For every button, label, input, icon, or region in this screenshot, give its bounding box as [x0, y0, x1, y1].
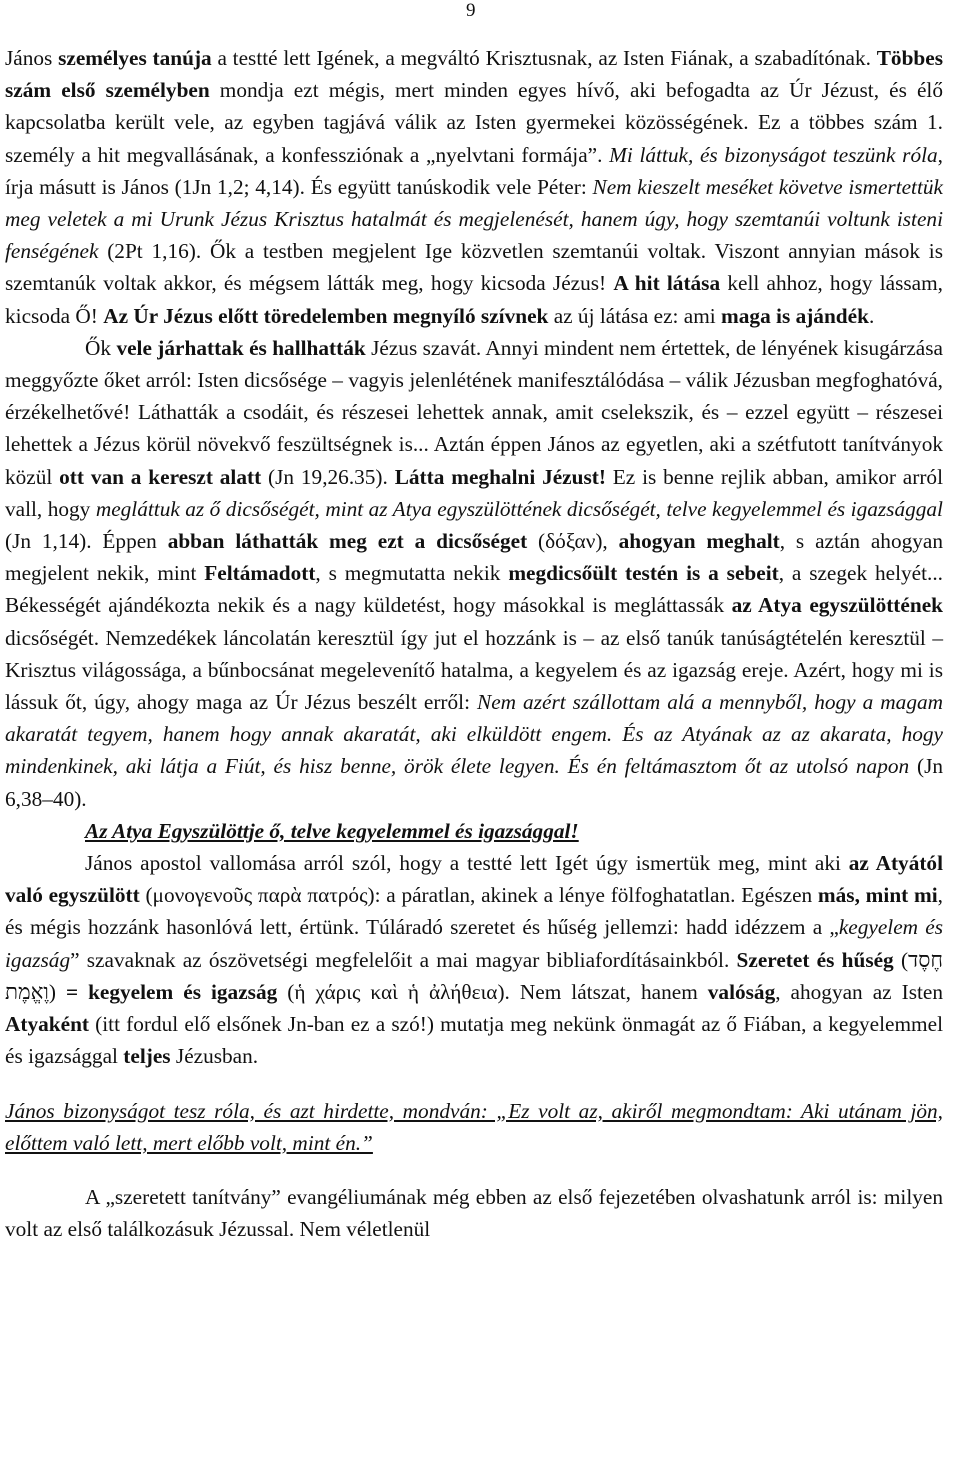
- text-run: Jézusban.: [170, 1044, 259, 1069]
- text-run: János bizonyságot tesz róla, és azt hirdette, mondván: „Ez volt az, akiről megmondtam: Aki utánam jön, előttem való lett, mert előbb volt, mint én.”: [5, 1098, 943, 1155]
- bold-run: Látta meghalni Jézust!: [394, 464, 606, 489]
- bold-run: Többes szám első személyben: [5, 46, 944, 103]
- bold-run: más, mint mi: [817, 883, 938, 908]
- text-run: A „szeretett tanítvány” evangéliumának még ebben az első fejezetében olvashatunk arról is: milyen volt az első találkozásuk Jézussal. Nem véletlenül: [5, 1184, 943, 1242]
- text-run: a testté lett Igének, a megváltó Krisztusnak, az Isten Fiának, a szabadítónak.: [211, 46, 877, 70]
- italic-run: kegyelem és igazság: [5, 915, 943, 972]
- bold-run: személyes tanúja: [58, 46, 212, 70]
- bold-run: A hit látása: [613, 271, 721, 296]
- spacer: [5, 1073, 943, 1095]
- paragraph-glory: [5, 332, 943, 815]
- spacer: [5, 1159, 943, 1181]
- bold-run: abban láthatták meg ezt a dicsőséget: [167, 529, 528, 554]
- bold-run: vele járhattak és hallhatták: [116, 335, 366, 360]
- text-run: kell ahhoz, hogy lássam, kicsoda Ő!: [5, 271, 944, 328]
- italic-run: Mi láttuk, és bizonyságot teszünk róla: [609, 142, 938, 167]
- text-run: (2Pt 1,16). Ők a testben megjelent Ige közvetlen szemtanúi voltak. Viszont annyian mások is szemtanúk voltak akkor, és mégsem látták meg, hogy kicsoda Jézus!: [5, 239, 943, 296]
- text-run: , s megmutatta nekik: [315, 561, 509, 586]
- document-body: [5, 42, 943, 1245]
- underlined-run: Az Atya Egyszülöttje ő, telve kegyelemmel és igazsággal!: [85, 818, 579, 843]
- bold-run: ahogyan meghalt: [618, 529, 780, 554]
- paragraph-beloved-disciple: [5, 1181, 943, 1245]
- text-run: (חֶסֶד וֶאֱמֶת): [5, 947, 944, 1004]
- text-run: (μονογενοῦς παρὰ πατρός): a páratlan, akinek a lénye fölfoghatatlan. Egészen: [139, 883, 818, 908]
- text-run: (Jn 19,26.35).: [261, 464, 395, 489]
- text-run: az új látása ez: ami: [548, 303, 722, 328]
- text-run: , írja másutt is János (1Jn 1,2; 4,14). És együtt tanúskodik vele Péter:: [5, 142, 943, 199]
- bold-run: megdicsőült testén is a sebeit: [508, 561, 779, 586]
- bold-run: Szeretet és hűség: [736, 947, 894, 972]
- italic-run: megláttuk az ő dicsőségét, mint az Atya egyszülöttének dicsőségét, telve kegyelemmel és igazsággal: [95, 496, 943, 521]
- text-run: (ἡ χάρις καὶ ἡ ἀλήθεια). Nem látszat, hanem: [277, 979, 708, 1004]
- paragraph-only-begotten: [5, 847, 943, 1072]
- paragraph-witness: [5, 42, 943, 332]
- bold-run: = kegyelem és igazság: [65, 979, 278, 1004]
- text-run: (Jn 6,38–40).: [5, 754, 944, 811]
- text-run: Ők: [85, 335, 117, 360]
- bold-run: teljes: [123, 1044, 171, 1069]
- bold-run: Atyaként: [5, 1012, 90, 1037]
- text-run: mondja ezt mégis, mert minden egyes hívő, aki befogadta az Úr Jézust, és élő kapcsolatba került vele, az egyben tagjává válik az Isten gyermekei közösségének. Ez a többes szám 1. személy a hit megvallásának, a konfessziónak a „nyelvtani formája”.: [5, 78, 943, 167]
- text-run: , és mégis hozzánk hasonlóvá lett, értünk. Túláradó szeretet és hűség jellemzi: hadd idézzem a „: [5, 883, 943, 940]
- bold-run: az Atyától való egyszülött: [5, 851, 943, 908]
- italic-run: Nem kieszelt meséket követve ismertettük meg veletek a mi Urunk Jézus Krisztus hatalmát és megjelenését, hanem úgy, hogy szemtanúi voltunk isteni fenségének: [5, 174, 943, 264]
- text-run: (δόξαν),: [527, 529, 619, 554]
- text-run: Jézus szavát. Annyi mindent nem értettek, de lényének kisugárzása meggyőzte őket arról: Isten dicsősége – vagyis jelenlétének manifesztálódása – válik Jézusban megfoghatóvá, érzékelhetővé! Láthatták a csodáit, és részesei lehettek annak, amit cselekszik, és – ezzel együtt – részesei lehettek a Jézus körül növekvő feszültségnek is... Aztán éppen János az egyetlen, aki a szétfutott tanítványok közül: [5, 335, 943, 489]
- section-heading: [5, 815, 943, 847]
- text-run: dicsőségét. Nemzedékek láncolatán keresztül így jut el hozzánk is – az első tanúk tanúságtételén keresztül – Krisztus világossága, a bűnbocsánat megelevenítő hatalma, a kegyelem és az igazság ereje. Azért, hogy mi is lássuk őt, úgy, ahogy maga az Úr Jézus beszélt erről:: [5, 625, 943, 715]
- text-run: ” szavaknak az ószövetségi megfelelőit a mai magyar bibliafordításainkból.: [70, 947, 737, 972]
- text-run: János apostol vallomása arról szól, hogy a testté lett Igét úgy ismertük meg, mint aki: [85, 851, 849, 876]
- page-number: 9: [466, 0, 476, 21]
- text-run: , ahogyan az Isten: [775, 979, 944, 1004]
- bold-run: maga is ajándék: [721, 303, 869, 328]
- text-run: .: [868, 303, 875, 328]
- scripture-quote: [5, 1095, 943, 1159]
- bold-run: Feltámadott: [204, 561, 316, 586]
- text-run: János: [5, 46, 59, 70]
- text-run: , s aztán ahogyan megjelent nekik, mint: [5, 529, 943, 586]
- text-run: Ez is benne rejlik abban, amikor arról vall, hogy: [5, 464, 943, 521]
- bold-run: az Atya egyszülöttének: [731, 593, 943, 618]
- text-run: (Jn 1,14). Éppen: [5, 529, 168, 554]
- bold-run: ott van a kereszt alatt: [59, 464, 262, 489]
- text-run: , a szegek helyét... Békességét ajándékozta nekik és a nagy küldetést, hogy másokkal is megláttassák: [5, 561, 943, 618]
- italic-run: Nem azért szállottam alá a mennyből, hogy a magam akaratát tegyem, hanem hogy annak akaratát, aki elküldött engem. És az Atyának az az akarata, hogy mindenkinek, aki látja a Fiút, és hisz benne, örök élete legyen. És én feltámasztom őt az utolsó napon: [5, 690, 944, 779]
- bold-run: valóság: [707, 979, 776, 1004]
- bold-run: Az Úr Jézus előtt töredelemben megnyíló szívnek: [103, 303, 549, 328]
- text-run: (itt fordul elő elsőnek Jn-ban ez a szó!) mutatja meg nekünk önmagát az ő Fiában, a kegyelemmel és igazsággal: [5, 1012, 943, 1069]
